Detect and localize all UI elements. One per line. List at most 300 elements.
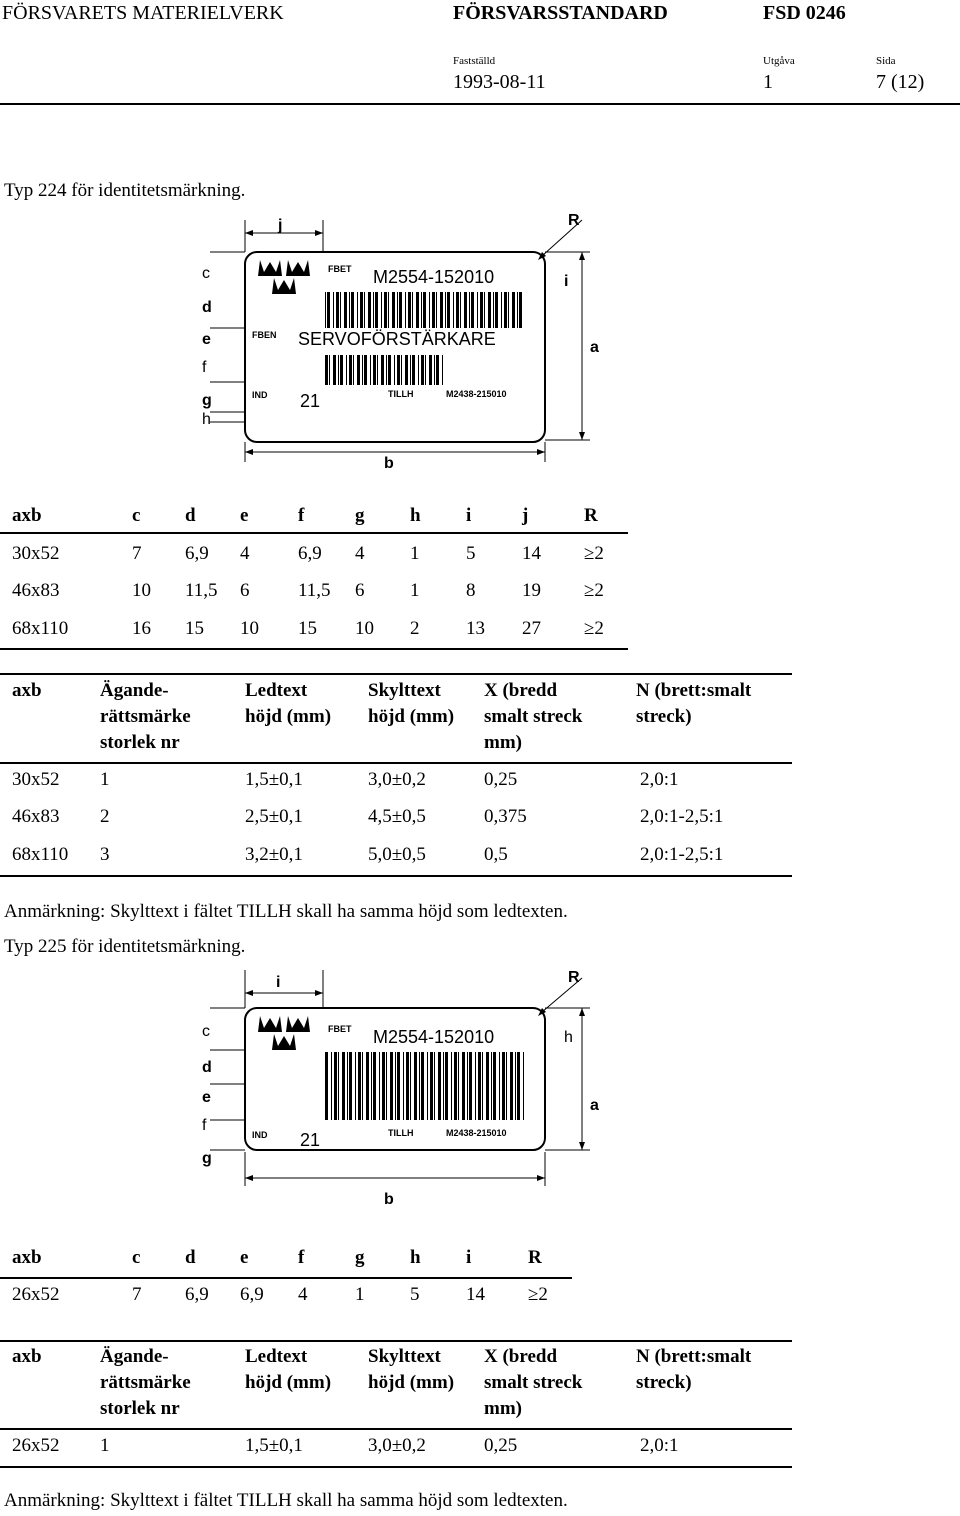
barcode-bar [381, 292, 382, 328]
barcode-bar [430, 1052, 433, 1120]
dim1-cell: 30x52 [12, 543, 60, 564]
dim1-cell: 27 [522, 618, 541, 639]
spec2-cell: 1,5±0,1 [245, 1435, 303, 1456]
dim-g: g [202, 1150, 212, 1167]
dim-e: e [202, 1089, 211, 1106]
dim2-header-7: i [466, 1247, 472, 1268]
dim1-cell: 46x83 [12, 580, 60, 601]
spec2-header-3: höjd (mm) [368, 1372, 455, 1393]
edition-value: 1 [763, 71, 773, 93]
dim2-header-1: c [132, 1247, 141, 1268]
dim1-cell: 1 [410, 580, 420, 601]
spec1-header-5: N (brett:smalt [636, 680, 752, 701]
barcode-1 [325, 292, 522, 328]
spec1-cell: 3,2±0,1 [245, 844, 303, 865]
barcode-bar [480, 292, 483, 328]
dim2-header-2: d [185, 1247, 196, 1268]
spec2-header-0: axb [12, 1346, 42, 1367]
barcode-bar [386, 1052, 387, 1120]
dim-R: R [568, 969, 580, 986]
doc-type: FÖRSVARSSTANDARD [453, 2, 668, 24]
barcode-bar [456, 292, 459, 328]
barcode-bar [421, 355, 424, 385]
barcode-bar [434, 355, 435, 385]
date-value: 1993-08-11 [453, 71, 546, 93]
dim2-header-4: f [298, 1247, 305, 1268]
dim1-cell: 19 [522, 580, 541, 601]
spec1-cell: 5,0±0,5 [368, 844, 426, 865]
spec-table2-header-rule [0, 1428, 792, 1430]
note-225: Anmärkning: Skylttext i fältet TILLH skall ha samma höjd som ledtexten. [4, 1490, 568, 1511]
barcode-bar [349, 1052, 352, 1120]
utgava-label: Utgåva [763, 55, 795, 67]
dim-i: i [276, 974, 281, 991]
spec1-cell: 2,0:1-2,5:1 [640, 844, 724, 865]
spec1-cell: 46x83 [12, 806, 60, 827]
dim1-cell: 15 [185, 618, 204, 639]
barcode-bar [377, 355, 378, 385]
barcode-bar [484, 292, 485, 328]
barcode-bar [406, 1052, 409, 1120]
barcode-bar [366, 1052, 369, 1120]
barcode-bar [373, 355, 376, 385]
dim2-header-6: h [410, 1247, 421, 1268]
spec1-header-1: Ägande- [100, 680, 169, 701]
barcode-bar [453, 292, 454, 328]
note-224: Anmärkning: Skylttext i fältet TILLH skall ha samma höjd som ledtexten. [4, 901, 568, 922]
fbet-label: FBET [328, 1024, 352, 1034]
dim1-header-0: axb [12, 505, 42, 526]
barcode-bar [425, 355, 426, 385]
barcode-bar [346, 355, 347, 385]
barcode-bar [410, 355, 411, 385]
barcode-bar [394, 355, 395, 385]
label-figure-225 [190, 960, 610, 1210]
spec1-cell: 2,0:1 [640, 769, 679, 790]
barcode-bar [386, 355, 387, 385]
barcode-bar [399, 292, 402, 328]
dim2-cell: 7 [132, 1284, 142, 1305]
dim1-cell: 6 [355, 580, 365, 601]
spec2-header-3: Skylttext [368, 1346, 441, 1367]
spec1-cell: 0,25 [484, 769, 518, 790]
barcode-bar [388, 355, 391, 385]
barcode-bar [375, 292, 378, 328]
barcode-bar [340, 292, 341, 328]
barcode-bar [488, 292, 491, 328]
barcode-bar [432, 292, 435, 328]
barcode-bar [370, 355, 371, 385]
dim-i: i [564, 273, 569, 290]
barcode-bar [523, 1052, 524, 1120]
part-number: M2554-152010 [373, 267, 495, 287]
dim1-cell: 6,9 [298, 543, 322, 564]
dim1-header-7: i [466, 505, 472, 526]
spec1-cell: 68x110 [12, 844, 69, 865]
barcode-bar [501, 292, 502, 328]
barcode-bar [508, 292, 509, 328]
barcode-2 [325, 355, 443, 385]
barcode-bar [358, 1052, 361, 1120]
barcode-bar [379, 1052, 380, 1120]
spec-table1-header-rule [0, 762, 792, 764]
barcode-bar [325, 1052, 328, 1120]
dim-b: b [384, 455, 394, 472]
dim1-cell: 1 [410, 543, 420, 564]
barcode-bar [504, 292, 507, 328]
spec1-cell: 1,5±0,1 [245, 769, 303, 790]
ind-label: IND [252, 1130, 268, 1140]
dim1-cell: 7 [132, 543, 142, 564]
barcode-bar [325, 292, 326, 328]
barcode-bar [388, 292, 389, 328]
barcode-bar [349, 292, 350, 328]
item-name: SERVOFÖRSTÄRKARE [298, 329, 496, 349]
spec1-header-1: rättsmärke [100, 706, 191, 727]
barcode-bar [469, 292, 470, 328]
spec1-header-2: Ledtext [245, 680, 308, 701]
barcode-bar [467, 1052, 468, 1120]
barcode-bar [381, 355, 384, 385]
barcode-bar [495, 292, 498, 328]
spec2-cell: 3,0±0,2 [368, 1435, 426, 1456]
dim1-cell: 4 [240, 543, 250, 564]
barcode-bar [364, 292, 365, 328]
barcode-bar [482, 1052, 483, 1120]
barcode-bar [478, 1052, 481, 1120]
section1-title: Typ 224 för identitetsmärkning. [4, 180, 246, 201]
crowns-logo [258, 260, 310, 294]
dim1-header-6: h [410, 505, 421, 526]
part-number: M2554-152010 [373, 1027, 495, 1047]
barcode-bar [333, 292, 334, 328]
spec1-header-3: Skylttext [368, 680, 441, 701]
dim1-header-1: c [132, 505, 141, 526]
barcode-bar [410, 1052, 411, 1120]
barcode-bar [414, 1052, 417, 1120]
spec2-cell: 26x52 [12, 1435, 60, 1456]
dim-table1-bottom-rule [0, 648, 628, 650]
spec2-header-5: N (brett:smalt [636, 1346, 752, 1367]
barcode-bar [384, 292, 387, 328]
barcode-bar [429, 355, 432, 385]
dim2-header-3: e [240, 1247, 249, 1268]
dim2-header-0: axb [12, 1247, 42, 1268]
barcode-bar [340, 355, 343, 385]
dim2-cell: 14 [466, 1284, 485, 1305]
barcode-bar [329, 355, 330, 385]
spec1-header-3: höjd (mm) [368, 706, 455, 727]
ind-number: 21 [300, 391, 321, 411]
barcode-bar [342, 1052, 345, 1120]
barcode-bar [397, 1052, 400, 1120]
barcode-bar [349, 355, 352, 385]
spec-table2-bottom-rule [0, 1466, 792, 1468]
dim-d: d [202, 299, 212, 316]
barcode-bar [436, 355, 439, 385]
page-value: 7 (12) [876, 71, 925, 93]
barcode-bar [412, 292, 413, 328]
barcode-bar [460, 292, 461, 328]
fbet-label: FBET [328, 264, 352, 274]
dim1-cell: ≥2 [584, 580, 604, 601]
barcode-bar [338, 355, 339, 385]
till-number: M2438-215010 [446, 389, 507, 399]
sida-label: Sida [876, 55, 896, 67]
spec2-header-2: höjd (mm) [245, 1372, 332, 1393]
dim-g: g [202, 392, 212, 409]
dim-f: f [202, 359, 207, 376]
barcode-bar [418, 355, 419, 385]
spec2-header-4: smalt streck [484, 1372, 583, 1393]
barcode-bar [427, 1052, 428, 1120]
barcode-bar [451, 1052, 452, 1120]
dim1-cell: 10 [355, 618, 374, 639]
barcode-bar [357, 292, 358, 328]
spec2-header-1: rättsmärke [100, 1372, 191, 1393]
barcode-bar [423, 292, 426, 328]
dim1-cell: 13 [466, 618, 485, 639]
barcode-bar [469, 1052, 472, 1120]
spec1-header-4: mm) [484, 732, 522, 753]
barcode-bar [486, 1052, 489, 1120]
dim-c: c [202, 265, 210, 282]
barcode-bar [475, 1052, 476, 1120]
spec1-header-5: streck) [636, 706, 692, 727]
label-figure-224 [190, 200, 610, 472]
dim1-cell: 5 [466, 543, 476, 564]
spec1-cell: 30x52 [12, 769, 60, 790]
barcode-bar [331, 1052, 332, 1120]
spec-table2-top-rule [0, 1340, 792, 1342]
dim-j: j [278, 217, 283, 234]
spec1-cell: 2 [100, 806, 110, 827]
barcode-1 [325, 1052, 524, 1120]
dim-f: f [202, 1117, 207, 1134]
spec-table1-top-rule [0, 673, 792, 675]
dim1-cell: ≥2 [584, 543, 604, 564]
dim-c: c [202, 1023, 210, 1040]
spec1-cell: 4,5±0,5 [368, 806, 426, 827]
barcode-bar [506, 1052, 507, 1120]
barcode-bar [491, 1052, 492, 1120]
org-name: FÖRSVARETS MATERIELVERK [2, 2, 284, 24]
spec1-cell: 0,375 [484, 806, 527, 827]
header-rule [0, 103, 960, 105]
barcode-bar [471, 292, 474, 328]
barcode-bar [360, 292, 363, 328]
barcode-bar [458, 1052, 459, 1120]
barcode-bar [510, 1052, 513, 1120]
spec1-cell: 2,0:1-2,5:1 [640, 806, 724, 827]
spec1-cell: 3,0±0,2 [368, 769, 426, 790]
dim2-cell: 6,9 [240, 1284, 264, 1305]
till-label: TILLH [388, 389, 414, 399]
barcode-bar [373, 292, 374, 328]
dim1-cell: 10 [240, 618, 259, 639]
barcode-bar [493, 1052, 496, 1120]
barcode-bar [464, 292, 467, 328]
spec2-header-4: mm) [484, 1398, 522, 1419]
barcode-bar [462, 1052, 465, 1120]
barcode-bar [336, 292, 339, 328]
barcode-bar [443, 1052, 444, 1120]
barcode-bar [447, 292, 450, 328]
doc-number: FSD 0246 [763, 2, 846, 24]
dim-h: h [202, 411, 211, 428]
barcode-bar [442, 355, 443, 385]
spec2-header-4: X (bredd [484, 1346, 558, 1367]
spec1-cell: 1 [100, 769, 110, 790]
dim-a: a [590, 1097, 599, 1114]
till-label: TILLH [388, 1128, 414, 1138]
spec2-header-5: streck) [636, 1372, 692, 1393]
barcode-bar [395, 1052, 396, 1120]
barcode-bar [362, 355, 363, 385]
spec2-header-1: Ägande- [100, 1346, 169, 1367]
barcode-bar [351, 292, 354, 328]
spec1-header-0: axb [12, 680, 42, 701]
barcode-bar [382, 1052, 385, 1120]
barcode-bar [368, 292, 371, 328]
barcode-bar [519, 292, 522, 328]
dim2-cell: 26x52 [12, 1284, 60, 1305]
dim2-cell: 5 [410, 1284, 420, 1305]
crowns-logo [258, 1016, 310, 1050]
barcode-bar [416, 292, 419, 328]
barcode-bar [412, 355, 415, 385]
barcode-bar [338, 1052, 339, 1120]
barcode-bar [355, 1052, 356, 1120]
barcode-bar [353, 355, 354, 385]
spec-table1-bottom-rule [0, 875, 792, 877]
barcode-bar [405, 292, 406, 328]
barcode-bar [434, 1052, 435, 1120]
spec2-header-1: storlek nr [100, 1398, 180, 1419]
barcode-bar [371, 1052, 372, 1120]
dim2-cell: 4 [298, 1284, 308, 1305]
barcode-bar [401, 355, 402, 385]
barcode-bar [325, 355, 328, 385]
barcode-bar [405, 355, 408, 385]
dim-b: b [384, 1191, 394, 1208]
barcode-bar [512, 292, 515, 328]
dim1-cell: 4 [355, 543, 365, 564]
dim1-cell: 6 [240, 580, 250, 601]
spec1-header-4: X (bredd [484, 680, 558, 701]
barcode-bar [440, 292, 443, 328]
barcode-bar [502, 1052, 505, 1120]
barcode-bar [438, 1052, 441, 1120]
dim1-cell: 10 [132, 580, 151, 601]
spec1-cell: 0,5 [484, 844, 508, 865]
barcode-bar [445, 1052, 448, 1120]
dim-h: h [564, 1029, 573, 1046]
spec2-cell: 2,0:1 [640, 1435, 679, 1456]
dim1-cell: 11,5 [298, 580, 331, 601]
dim-table1-rule [0, 532, 628, 534]
barcode-bar [517, 1052, 520, 1120]
dim2-cell: ≥2 [528, 1284, 548, 1305]
spec1-header-4: smalt streck [484, 706, 583, 727]
dim1-cell: 11,5 [185, 580, 218, 601]
dim1-cell: 6,9 [185, 543, 209, 564]
dim2-cell: 6,9 [185, 1284, 209, 1305]
barcode-bar [436, 292, 437, 328]
barcode-bar [477, 292, 478, 328]
spec1-cell: 2,5±0,1 [245, 806, 303, 827]
spec1-cell: 3 [100, 844, 110, 865]
spec2-cell: 0,25 [484, 1435, 518, 1456]
dim1-header-5: g [355, 505, 365, 526]
dim-d: d [202, 1059, 212, 1076]
spec2-cell: 1 [100, 1435, 110, 1456]
barcode-bar [392, 292, 395, 328]
barcode-bar [347, 1052, 348, 1120]
barcode-bar [344, 292, 347, 328]
ind-number: 21 [300, 1130, 321, 1150]
barcode-bar [357, 355, 360, 385]
ind-label: IND [252, 390, 268, 400]
barcode-bar [397, 355, 400, 385]
spec1-header-2: höjd (mm) [245, 706, 332, 727]
barcode-bar [334, 1052, 337, 1120]
barcode-bar [515, 1052, 516, 1120]
section2-title: Typ 225 för identitetsmärkning. [4, 936, 246, 957]
dim1-header-2: d [185, 505, 196, 526]
barcode-bar [419, 1052, 420, 1120]
dim2-header-5: g [355, 1247, 365, 1268]
dim1-cell: 16 [132, 618, 151, 639]
barcode-bar [333, 355, 336, 385]
dim1-header-3: e [240, 505, 249, 526]
dim1-cell: 68x110 [12, 618, 69, 639]
fastställd-label: Fastställd [453, 55, 496, 67]
barcode-bar [429, 292, 430, 328]
dim1-cell: ≥2 [584, 618, 604, 639]
barcode-bar [454, 1052, 457, 1120]
barcode-bar [493, 292, 494, 328]
barcode-bar [517, 292, 518, 328]
barcode-bar [327, 292, 330, 328]
dim1-cell: 2 [410, 618, 420, 639]
dim1-cell: 14 [522, 543, 541, 564]
dim1-header-4: f [298, 505, 305, 526]
dim-e: e [202, 331, 211, 348]
barcode-bar [362, 1052, 363, 1120]
spec2-header-2: Ledtext [245, 1346, 308, 1367]
barcode-bar [445, 292, 446, 328]
barcode-bar [408, 292, 411, 328]
barcode-bar [397, 292, 398, 328]
dim2-cell: 1 [355, 1284, 365, 1305]
dim-R: R [568, 212, 580, 229]
barcode-bar [421, 1052, 424, 1120]
dim1-cell: 15 [298, 618, 317, 639]
fben-label: FBEN [252, 330, 277, 340]
barcode-bar [403, 1052, 404, 1120]
dim-table2-rule [0, 1277, 572, 1279]
dim1-cell: 8 [466, 580, 476, 601]
barcode-bar [499, 1052, 500, 1120]
dim1-header-9: R [584, 505, 598, 526]
dim2-header-8: R [528, 1247, 542, 1268]
barcode-bar [421, 292, 422, 328]
barcode-bar [373, 1052, 376, 1120]
barcode-bar [390, 1052, 393, 1120]
barcode-bar [364, 355, 367, 385]
spec1-header-1: storlek nr [100, 732, 180, 753]
